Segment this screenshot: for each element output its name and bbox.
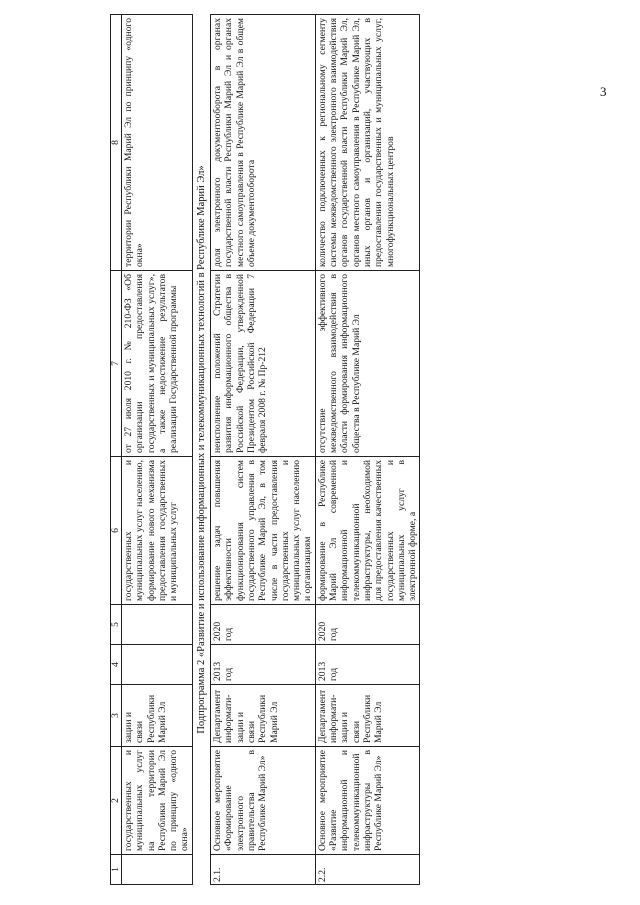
cell-num [122, 855, 193, 885]
measures-table [110, 14, 420, 885]
column-number: 2 [111, 747, 122, 855]
cell-expected-result: формирование в Республике Марий Эл современной информационной и телекоммуникационной инфраструктуры, необходимой для предоставления качественных государственных и муниципальных услуг в электронной форме, а [315, 457, 420, 605]
cell-consequences: неисполнение положений Стратегии развития информационного общества в Российской Федерации, утвержденной Президентом Российской Федерации 7 февраля 2008 г. № Пр-212 [211, 271, 316, 457]
cell-event-name: Основное мероприятие «Формирование электронного правительства в Республике Марий Эл» [211, 747, 316, 855]
column-number: 4 [111, 645, 122, 685]
cell-consequences: отсутствие эффективного межведомственного взаимодействия в области формирования информационного общества в Республике Марий Эл [315, 271, 420, 457]
column-number: 8 [111, 15, 122, 271]
subprogram-row [192, 15, 210, 885]
cell-num: 2.1. [211, 855, 316, 885]
cell-start: 2013 год [211, 645, 316, 685]
table-row [211, 15, 316, 885]
cell-event-name: государственных и муниципальных услуг на территории Республики Марий Эл по принципу «одного окна» [122, 747, 193, 855]
column-number: 5 [111, 605, 122, 645]
cell-end [122, 605, 193, 645]
cell-indicators: доля электронного документооборота в органах государственной власти Республики Марий Эл и органах местного самоуправления в Республике Марий Эл в общем объеме документооборота [211, 15, 316, 271]
cell-executor: Департамент информати-зации и связи Республики Марий Эл [315, 685, 420, 747]
cell-expected-result: решение задач повышения эффективности функционирования систем государственного управления в Республике Марий Эл, в том числе в части предоставления государственных и муниципальных услуг населению и организациям [211, 457, 316, 605]
page-number: 3 [600, 84, 607, 99]
column-number: 7 [111, 271, 122, 457]
table-row-continued [122, 15, 193, 885]
cell-event-name: Основное мероприятие «Развитие информационной и телекоммуникационной инфраструктуры в Республике Марий Эл» [315, 747, 420, 855]
cell-indicators: количество подключенных к региональному сегменту системы межведомственного электронного взаимодействия органов государственной власти Республики Марий Эл, органов местного самоуправления в Республике Марий Эл, иных органов и организаций, участвующих в предоставлении государственных и муниципальных услуг, многофункциональных центров [315, 15, 420, 271]
column-number: 3 [111, 685, 122, 747]
cell-start [122, 645, 193, 685]
rotated-table-area [110, 15, 630, 885]
cell-consequences: от 27 июля 2010 г. № 210-ФЗ «Об организации предоставления государственных и муниципальных услуг», а также недостижение результатов реализации Государственной программы [122, 271, 193, 457]
table-row [315, 15, 420, 885]
cell-end: 2020 год [211, 605, 316, 645]
cell-start: 2013 год [315, 645, 420, 685]
cell-executor: Департамент информати-зации и связи Республики Марий Эл [211, 685, 316, 747]
column-number-row [111, 15, 122, 885]
cell-num: 2.2. [315, 855, 420, 885]
column-number: 1 [111, 855, 122, 885]
cell-indicators: территории Республики Марий Эл по принципу «одного окна» [122, 15, 193, 271]
cell-executor: зации и связи Республики Марий Эл [122, 685, 193, 747]
subprogram-title: Подпрограмма 2 «Развитие и использование информационных и телекоммуникационных технологий в Республике Марий Эл» [192, 15, 210, 885]
column-number: 6 [111, 457, 122, 605]
cell-end: 2020 год [315, 605, 420, 645]
cell-expected-result: государственных и муниципальных услуг населению, формирование нового механизма предоставления государственных и муниципальных услуг [122, 457, 193, 605]
